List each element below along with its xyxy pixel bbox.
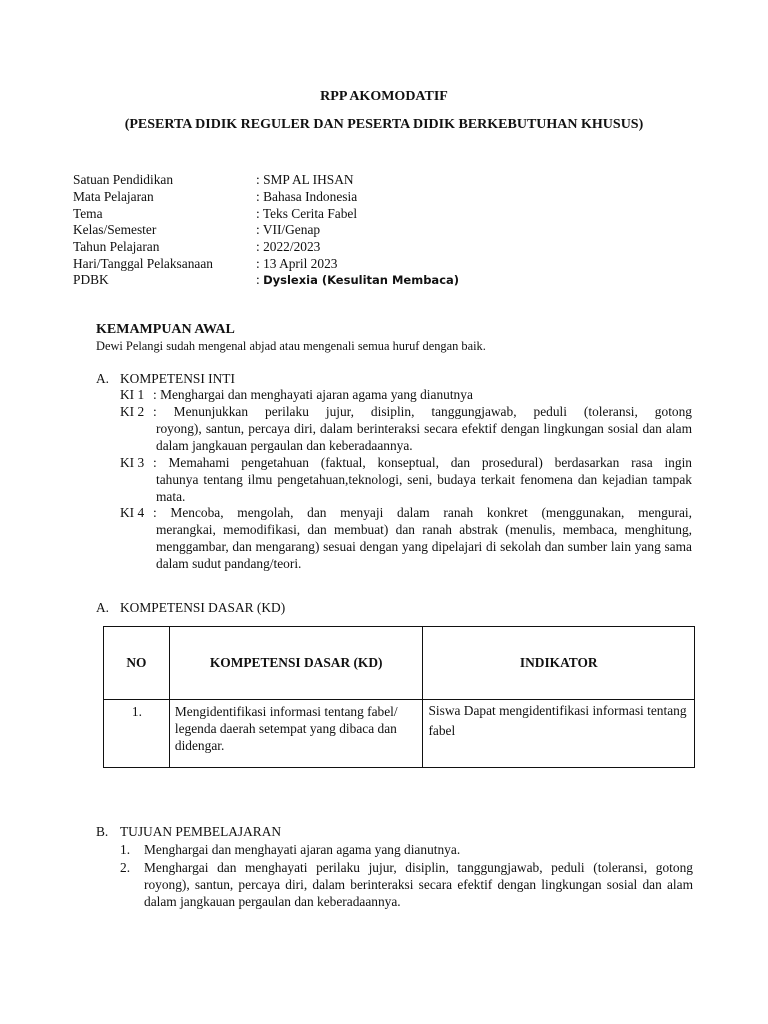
ki-text: : Memahami pengetahuan (faktual, konseptual, dan prosedural) berdasarkan rasa ingin	[153, 455, 692, 470]
identity-label: Satuan Pendidikan	[73, 172, 174, 187]
identity-label: PDBK	[73, 272, 109, 287]
list-item: Menghargai dan menghayati ajaran agama yang dianutnya.	[144, 842, 461, 857]
identity-label: Tema	[73, 206, 103, 221]
kompetensi-inti-heading: KOMPETENSI INTI	[120, 371, 235, 386]
ki-code: KI 2	[120, 404, 145, 419]
identity-value: : VII/Genap	[256, 222, 321, 237]
document-subtitle: (PESERTA DIDIK REGULER DAN PESERTA DIDIK BERKEBUTUHAN KHUSUS)	[124, 117, 644, 132]
identity-label: Tahun Pelajaran	[73, 239, 160, 254]
ki-text-continued: tahunya tentang ilmu pengetahuan,teknologi, seni, budaya terkait fenomena dan kejadian tampak mata.	[156, 472, 692, 504]
section-marker: A.	[96, 371, 110, 386]
ki-text-continued: royong), santun, percaya diri, dalam berinteraksi secara efektif dengan lingkungan sosial dan alam dalam jangkauan pergaulan dan keberadaannya.	[156, 421, 692, 453]
ki-text: : Menghargai dan menghayati ajaran agama yang dianutnya	[153, 387, 473, 402]
ki-code: KI 1	[120, 387, 145, 402]
identity-value: : Teks Cerita Fabel	[256, 206, 358, 221]
kompetensi-dasar-heading: KOMPETENSI DASAR (KD)	[120, 600, 286, 615]
identity-value: : 2022/2023	[256, 239, 321, 254]
table-cell	[423, 700, 695, 768]
ki-code: KI 3	[120, 455, 145, 470]
kemampuan-awal-text: Dewi Pelangi sudah mengenal abjad atau mengenali semua huruf dengan baik.	[96, 339, 486, 353]
pdbk-value: Dyslexia (Kesulitan Membaca)	[263, 273, 460, 287]
indikator-text: Siswa Dapat mengidentifikasi informasi tentang fabel	[428, 703, 687, 738]
document-title: RPP AKOMODATIF	[320, 89, 448, 104]
kd-text: Mengidentifikasi informasi tentang fabel/ legenda daerah setempat yang dibaca dan didengar.	[174, 704, 398, 753]
table-cell	[169, 700, 423, 768]
identity-colon: :	[256, 272, 260, 287]
list-number: 2.	[120, 860, 131, 875]
list-number: 1.	[120, 842, 131, 857]
section-marker: A.	[96, 600, 110, 615]
tujuan-heading: TUJUAN PEMBELAJARAN	[120, 824, 282, 839]
identity-value	[256, 272, 459, 288]
kd-table	[103, 626, 695, 768]
identity-label: Mata Pelajaran	[73, 189, 154, 204]
ki-text: : Mencoba, mengolah, dan menyaji dalam ranah konkret (menggunakan, mengurai,	[153, 505, 692, 520]
identity-value: : 13 April 2023	[256, 256, 338, 271]
identity-value: : SMP AL IHSAN	[256, 172, 354, 187]
table-header-row	[104, 627, 695, 700]
kemampuan-awal-heading: KEMAMPUAN AWAL	[96, 322, 235, 337]
ki-text-continued: merangkai, memodifikasi, dan membuat) dan ranah abstrak (menulis, membaca, menghitung, menggambar, dan mengarang) sesuai dengan yang dipelajari di sekolah dan sumber lain yang sama dalam sudut pandang/teori.	[156, 522, 692, 571]
ki-code: KI 4	[120, 505, 145, 520]
row-number: 1.	[131, 704, 142, 719]
identity-value: : Bahasa Indonesia	[256, 189, 358, 204]
table-row	[104, 700, 695, 768]
ki-text: : Menunjukkan perilaku jujur, disiplin, tanggungjawab, peduli (toleransi, gotong	[153, 404, 692, 419]
section-marker: B.	[96, 824, 109, 839]
table-cell	[104, 700, 170, 768]
column-header: KOMPETENSI DASAR (KD)	[169, 627, 423, 700]
identity-label: Hari/Tanggal Pelaksanaan	[73, 256, 213, 271]
column-header: INDIKATOR	[423, 627, 695, 700]
column-header: NO	[104, 627, 170, 700]
identity-label: Kelas/Semester	[73, 222, 157, 237]
list-item: Menghargai dan menghayati perilaku jujur, disiplin, tanggungjawab, peduli (toleransi, gotong royong), santun, percaya diri, dalam berinteraksi secara efektif dengan lingkungan sosial dan alam dalam jangkauan pergaulan dan keberadaannya.	[144, 860, 693, 909]
